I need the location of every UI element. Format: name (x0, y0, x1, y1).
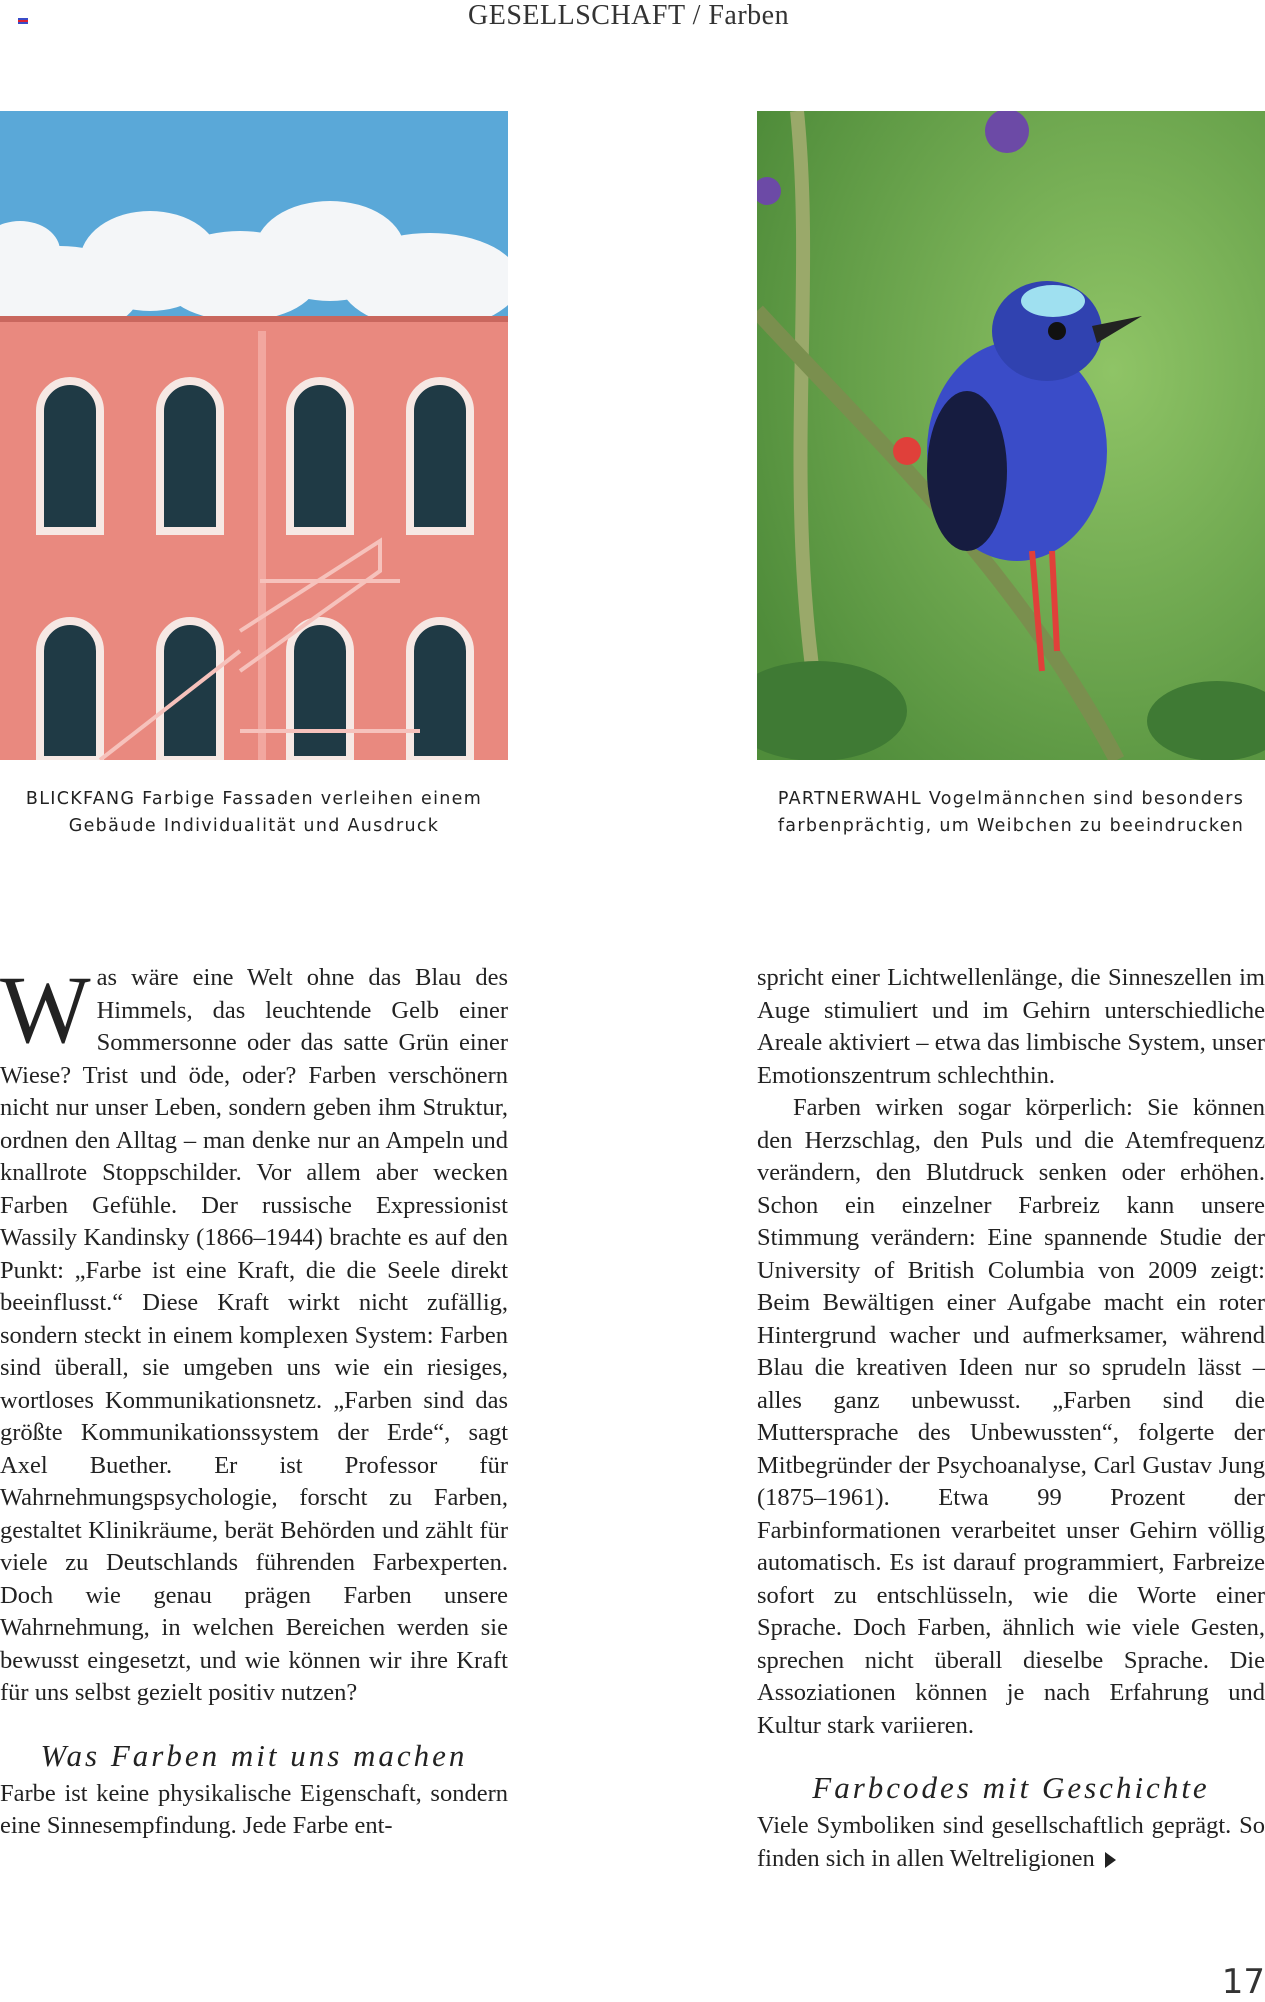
caption-right-text: Vogelmännchen sind besonders farbenprächtig, um Weibchen zu beeindrucken (777, 789, 1245, 836)
caption-left-label: BLICKFANG (25, 789, 136, 809)
continue-arrow-icon (1105, 1852, 1116, 1868)
header-flag-mark (18, 18, 28, 24)
caption-left-text: Farbige Fassaden verleihen einem Gebäude Individualität und Ausdruck (68, 789, 483, 836)
caption-right-label: PARTNERWAHL (777, 789, 922, 809)
article-column-right (757, 962, 1265, 1875)
section2-paragraph (757, 1810, 1265, 1875)
section1-start: Farbe ist keine physikalische Eigenschaft, sondern eine Sinnesempfindung. Jede Farbe ent- (0, 1779, 508, 1839)
drop-cap: W (0, 956, 91, 1063)
section1-paragraph2: Farben wirken sogar körperlich: Sie können den Herzschlag, den Puls und die Atemfrequenz verändern, den Blutdruck senken oder erhöhen. Schon ein einzelner Farbreiz kann unsere Stimmung verändern: Eine spannende Studie der University of British Columbia von 2009 zeigt: Beim Bewältigen einer Aufgabe macht ein roter Hintergrund wacher und aufmerksamer, während Blau die kreativen Ideen nur so sprudeln lässt – alles ganz unbewusst. „Farben sind die Muttersprache des Unbewussten“, folgerte der Mitbegründer der Psychoanalyse, Carl Gustav Jung (1875–1961). Etwa 99 Prozent der Farbinformationen verarbeitet unser Gehirn völlig automatisch. Es ist darauf programmiert, Farbreize sofort zu entschlüsseln, wie die Worte einer Sprache. Doch Farben, ähnlich wie viele Gesten, sprechen nicht überall dieselbe Sprache. Die Assoziationen können je nach Erfahrung und Kultur stark variieren. (757, 1094, 1265, 1739)
subheading-farbcodes: Farbcodes mit Geschichte (812, 1770, 1210, 1805)
subheading-farben: Was Farben mit uns machen (40, 1737, 468, 1773)
article-column-left (0, 956, 508, 1843)
intro-text: as wäre eine Welt ohne das Blau des Himmels, das leuchtende Gelb einer Sommersonne oder das satte Grün einer Wiese? Trist und öde, oder? Farben verschönern nicht nur unser Leben, sondern geben ihm Struktur, ordnen den Alltag – man denke nur an Ampeln und knallrote Stoppschilder. Vor allem aber wecken Farben Gefühle. Der russische Expressionist Wassily Kandinsky (1866–1944) brachte es auf den Punkt: „Farbe ist eine Kraft, die die Seele direkt beeinflusst.“ Diese Kraft wirkt nicht zufällig, sondern steckt in einem komplexen System: Farben sind überall, sie umgeben uns wie ein riesiges, wortloses Kommunikationsnetz. „Farben sind das größte Kommunikationssystem der Erde“, sagt Axel Buether. Er ist Professor für Wahrnehmungspsychologie, forscht zu Farben, gestaltet Klinikräume, berät Behörden und zählt für viele zu Deutschlands führenden Farbexperten. Doch wie genau prägen Farben unsere Wahrnehmung, in welchen Bereichen werden sie bewusst eingesetzt, und wie können wir ihre Kraft für uns selbst gezielt positiv nutzen? (0, 964, 508, 1706)
caption-left (0, 786, 508, 840)
section-title: GESELLSCHAFT / Farben (468, 0, 790, 31)
section2-start: Viele Symboliken sind gesellschaftlich geprägt. So finden sich in allen Weltreligionen (757, 1812, 1265, 1872)
caption-right (757, 786, 1265, 840)
page-number: 17 (1221, 1962, 1265, 2002)
facade-photo (0, 111, 508, 760)
intro-paragraph (0, 956, 508, 1710)
section1-continuation: spricht einer Lichtwellenlänge, die Sinneszellen im Auge stimuliert und im Gehirn unterschiedliche Areale aktiviert – etwa das limbische System, unser Emotionszentrum schlechthin. (757, 964, 1265, 1089)
bird-photo (757, 111, 1265, 760)
